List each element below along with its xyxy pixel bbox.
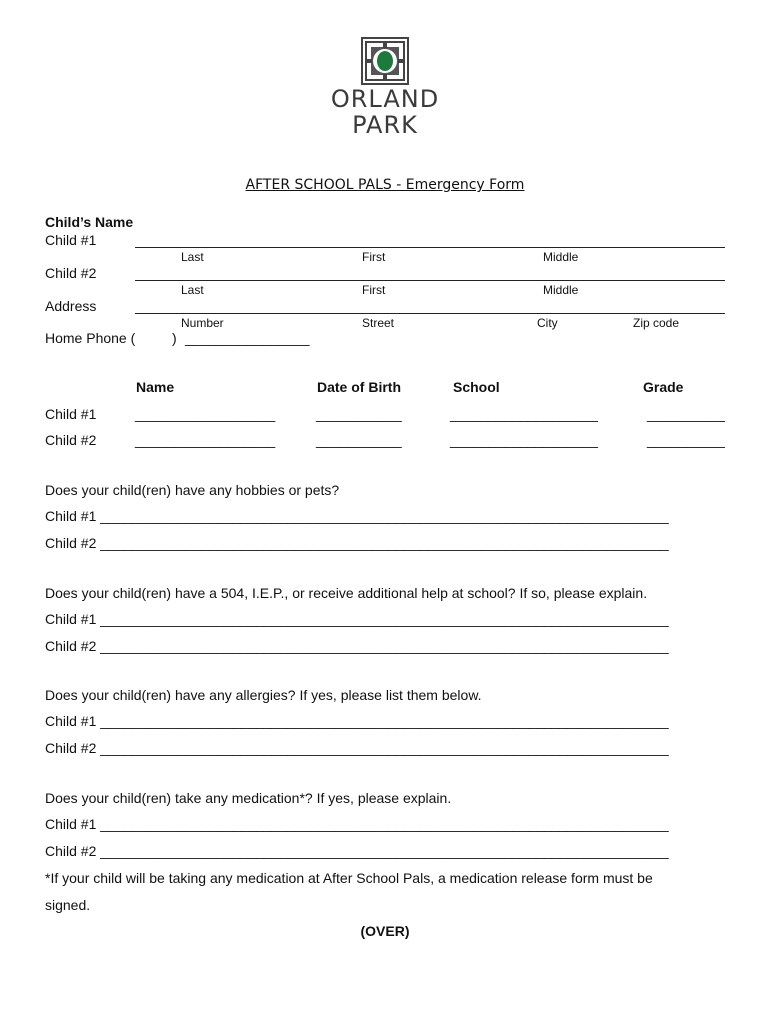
home-phone-label: Home Phone ( bbox=[45, 330, 136, 346]
answer-field[interactable]: _________________________________________________________________________ bbox=[100, 740, 669, 756]
sub-label-number: Number bbox=[181, 316, 224, 330]
medication-footnote-cont: signed. bbox=[45, 897, 91, 913]
childs-name-heading: Child’s Name bbox=[45, 214, 134, 230]
child1-label: Child #1 bbox=[45, 508, 97, 524]
col-header-school: School bbox=[453, 379, 500, 395]
school-field[interactable]: ___________________ bbox=[450, 432, 598, 448]
grade-field[interactable]: __________ bbox=[647, 432, 725, 448]
answer-row bbox=[45, 816, 669, 832]
answer-row bbox=[45, 638, 669, 654]
child1-label: Child #1 bbox=[45, 232, 97, 248]
answer-row bbox=[45, 508, 669, 524]
sub-label-last: Last bbox=[181, 250, 204, 264]
sub-label-street: Street bbox=[362, 316, 395, 330]
over-indicator: (OVER) bbox=[360, 923, 410, 939]
dob-field[interactable]: ___________ bbox=[316, 406, 402, 422]
question-medication: Does your child(ren) take any medication*? If yes, please explain. bbox=[45, 790, 452, 806]
answer-field[interactable]: _________________________________________________________________________ bbox=[100, 508, 669, 524]
answer-field[interactable]: _________________________________________________________________________ bbox=[100, 535, 669, 551]
row-label: Child #1 bbox=[45, 406, 97, 422]
row-label: Child #2 bbox=[45, 432, 97, 448]
answer-field[interactable]: _________________________________________________________________________ bbox=[100, 611, 669, 627]
child2-name-field[interactable] bbox=[135, 280, 725, 281]
child1-label: Child #1 bbox=[45, 816, 97, 832]
answer-field[interactable]: _________________________________________________________________________ bbox=[100, 638, 669, 654]
sub-label-first: First bbox=[362, 283, 386, 297]
sub-label-last: Last bbox=[181, 283, 204, 297]
medication-footnote: *If your child will be taking any medication at After School Pals, a medication release form must be bbox=[45, 870, 653, 886]
sub-label-city: City bbox=[537, 316, 558, 330]
question-allergies: Does your child(ren) have any allergies? If yes, please list them below. bbox=[45, 687, 482, 703]
child2-label: Child #2 bbox=[45, 843, 97, 859]
school-field[interactable]: ___________________ bbox=[450, 406, 598, 422]
answer-field[interactable]: _________________________________________________________________________ bbox=[100, 713, 669, 729]
answer-row bbox=[45, 611, 669, 627]
form-title: AFTER SCHOOL PALS - Emergency Form bbox=[245, 177, 525, 193]
child1-name-field[interactable] bbox=[135, 247, 725, 248]
logo-text-park: PARK bbox=[352, 111, 418, 139]
sub-label-zip: Zip code bbox=[633, 316, 680, 330]
col-header-grade: Grade bbox=[643, 379, 684, 395]
question-hobbies: Does your child(ren) have any hobbies or pets? bbox=[45, 482, 340, 498]
sub-label-first: First bbox=[362, 250, 386, 264]
answer-row bbox=[45, 713, 669, 729]
sub-label-middle: Middle bbox=[543, 250, 579, 264]
col-header-dob: Date of Birth bbox=[317, 379, 401, 395]
grade-field[interactable]: __________ bbox=[647, 406, 725, 422]
address-field[interactable] bbox=[135, 313, 725, 314]
logo-emblem-icon bbox=[361, 37, 409, 85]
answer-row bbox=[45, 740, 669, 756]
logo-text-orland: ORLAND bbox=[330, 85, 440, 113]
name-field[interactable]: __________________ bbox=[135, 406, 276, 422]
question-504-iep: Does your child(ren) have a 504, I.E.P., or receive additional help at school? If so, please explain. bbox=[45, 585, 648, 601]
child2-label: Child #2 bbox=[45, 740, 97, 756]
sub-label-middle: Middle bbox=[543, 283, 579, 297]
answer-row bbox=[45, 843, 669, 859]
child2-label: Child #2 bbox=[45, 638, 97, 654]
home-phone-close: ) bbox=[172, 330, 177, 346]
address-label: Address bbox=[45, 298, 97, 314]
child1-label: Child #1 bbox=[45, 713, 97, 729]
answer-field[interactable]: _________________________________________________________________________ bbox=[100, 843, 669, 859]
child2-label: Child #2 bbox=[45, 265, 97, 281]
name-field[interactable]: __________________ bbox=[135, 432, 276, 448]
col-header-name: Name bbox=[136, 379, 175, 395]
answer-field[interactable]: _________________________________________________________________________ bbox=[100, 816, 669, 832]
child1-label: Child #1 bbox=[45, 611, 97, 627]
dob-field[interactable]: ___________ bbox=[316, 432, 402, 448]
answer-row bbox=[45, 535, 669, 551]
child2-label: Child #2 bbox=[45, 535, 97, 551]
home-phone-field[interactable]: ________________ bbox=[185, 330, 310, 346]
